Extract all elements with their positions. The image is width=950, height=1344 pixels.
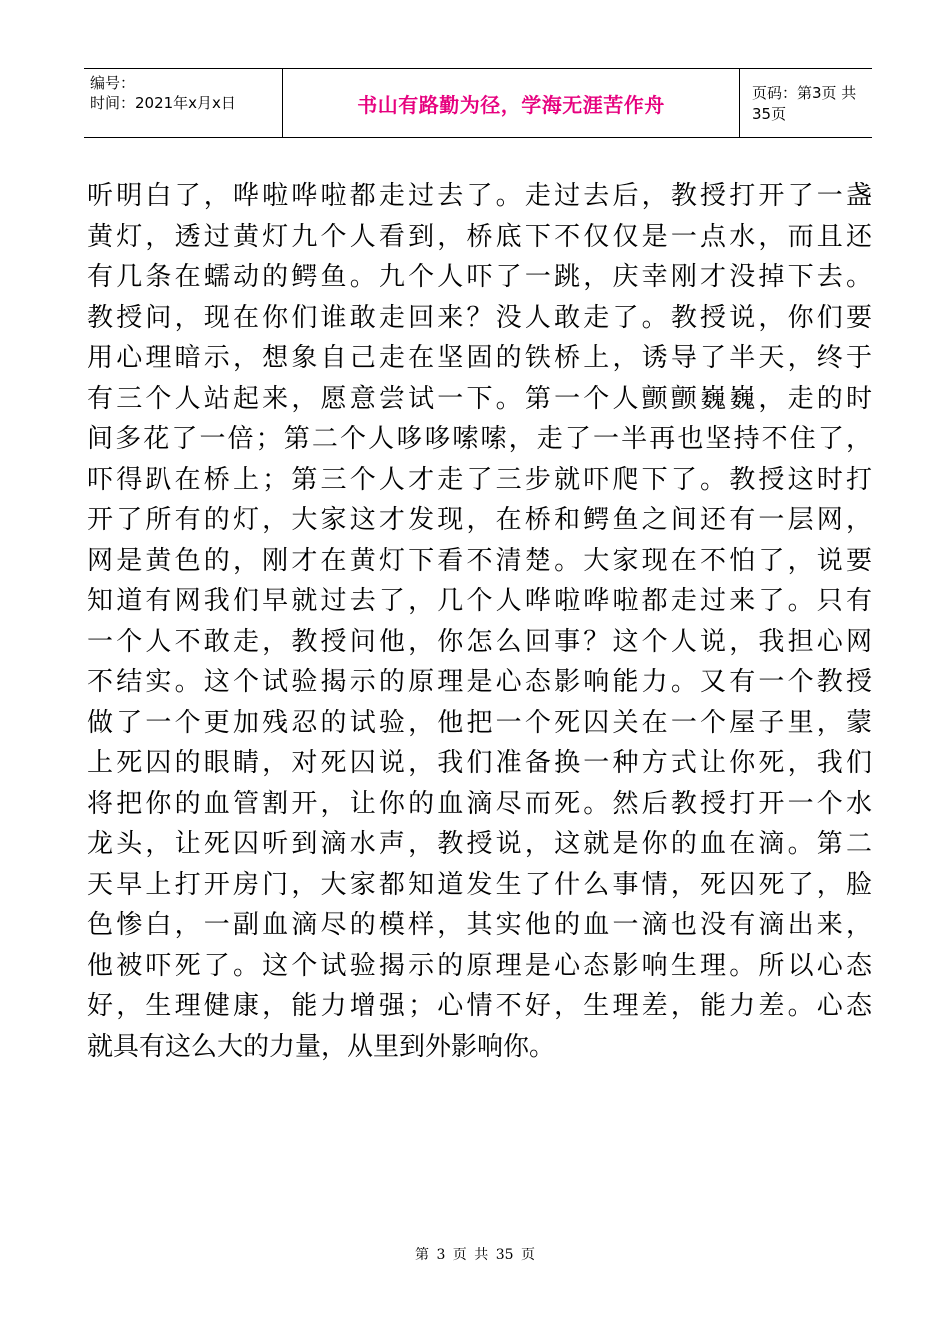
document-time-label: 时间：2021年x月x日 [90,94,236,112]
body-line: 就具有这么大的力量，从里到外影响你。 [87,1031,556,1062]
body-line: 好，生理健康，能力增强；心情不好，生理差，能力差。心态 [87,991,872,1021]
body-line: 不结实。这个试验揭示的原理是心态影响能力。又有一个教授 [87,667,872,697]
header-page-code: 页码：第3页 共35页 [752,84,857,123]
body-line: 用心理暗示，想象自己走在坚固的铁桥上，诱导了半天，终于 [87,343,872,373]
body-line: 有三个人站起来，愿意尝试一下。第一个人颤颤巍巍，走的时 [87,383,872,414]
body-line: 做了一个更加残忍的试验，他把一个死囚关在一个屋子里，蒙 [87,707,872,738]
page-footer: 第 3 页 共 35 页 [415,1247,535,1263]
body-line: 他被吓死了。这个试验揭示的原理是心态影响生理。所以心态 [87,950,872,981]
body-line: 网是黄色的，刚才在黄灯下看不清楚。大家现在不怕了，说要 [87,545,872,576]
body-line: 色惨白，一副血滴尽的模样，其实他的血一滴也没有滴出来， [87,910,872,940]
page-header [84,68,872,138]
body-line: 龙头，让死囚听到滴水声，教授说，这就是你的血在滴。第二 [87,829,872,859]
body-line: 吓得趴在桥上；第三个人才走了三步就吓爬下了。教授这时打 [87,464,872,495]
body-line: 天早上打开房门，大家都知道发生了什么事情，死囚死了，脸 [87,869,872,900]
header-motto: 书山有路勤为径，学海无涯苦作舟 [357,92,665,117]
body-line: 开了所有的灯，大家这才发现，在桥和鳄鱼之间还有一层网， [87,505,872,535]
document-number-label: 编号： [90,74,136,92]
body-line: 将把你的血管割开，让你的血滴尽而死。然后教授打开一个水 [87,788,872,819]
body-line: 黄灯，透过黄灯九个人看到，桥底下不仅仅是一点水，而且还 [87,221,872,252]
header-meta [84,69,282,137]
body-line: 听明白了，哗啦哗啦都走过去了。走过去后，教授打开了一盏 [87,181,872,211]
body-line: 间多花了一倍；第二个人哆哆嗦嗦，走了一半再也坚持不住了， [87,424,872,454]
body-line: 知道有网我们早就过去了，几个人哗啦哗啦都走过来了。只有 [87,586,872,616]
header-motto-cell [282,69,740,137]
body-line: 上死囚的眼睛，对死囚说，我们准备换一种方式让你死，我们 [87,748,872,778]
body-line: 有几条在蠕动的鳄鱼。九个人吓了一跳，庆幸刚才没掉下去。 [87,262,872,292]
body-line: 一个人不敢走，教授问他，你怎么回事？这个人说，我担心网 [87,626,872,657]
document-body [87,176,872,1067]
body-line: 教授问，现在你们谁敢走回来？没人敢走了。教授说，你们要 [87,302,872,333]
